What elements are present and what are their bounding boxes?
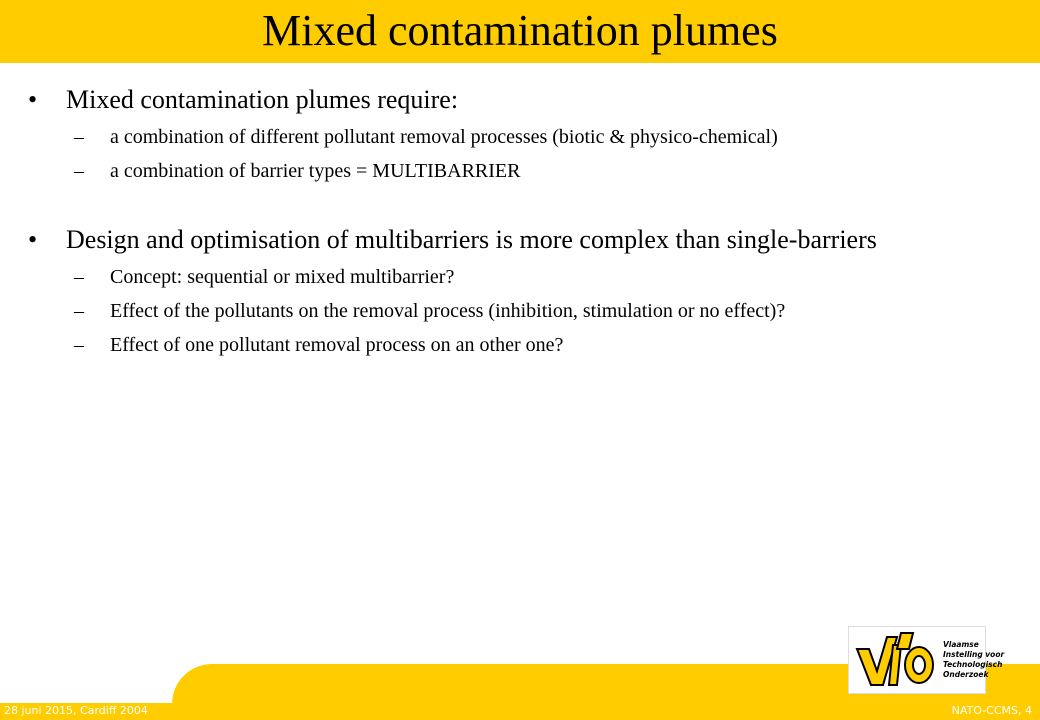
- sub-bullet-item: [28, 298, 1028, 324]
- sub-bullet-text: Concept: sequential or mixed multibarrier?: [110, 266, 455, 288]
- dash-glyph: –: [74, 160, 84, 182]
- footer-page: NATO-CCMS, 4: [951, 704, 1032, 717]
- dash-glyph: –: [74, 334, 84, 356]
- slide-title: Mixed contamination plumes: [262, 6, 778, 55]
- dash-glyph: –: [74, 300, 84, 322]
- sub-bullet-item: [28, 124, 1028, 150]
- bullet-item: [28, 224, 1028, 256]
- dash-glyph: –: [74, 266, 84, 288]
- footer-date: 28 juni 2015, Cardiff 2004: [4, 704, 148, 717]
- footer-bar: [0, 703, 1040, 720]
- bullet-glyph: •: [28, 225, 38, 254]
- bullet-text: Design and optimisation of multibarriers is more complex than single-barriers: [66, 225, 877, 254]
- logo-text-line: Instelling voor: [943, 650, 1005, 659]
- vito-logo-mark: [849, 627, 1005, 693]
- vito-logo: [848, 626, 1005, 694]
- bullet-glyph: •: [28, 85, 38, 114]
- logo-text-line: Onderzoek: [943, 670, 989, 679]
- sub-bullet-text: Effect of one pollutant removal process on an other one?: [110, 334, 564, 356]
- slide-content: [28, 84, 1028, 358]
- logo-text-line: Technologisch: [943, 660, 1003, 669]
- logo-text-line: Vlaamse: [943, 640, 979, 649]
- sub-bullet-text: a combination of different pollutant removal processes (biotic & physico-chemical): [110, 126, 778, 148]
- sub-bullet-item: [28, 264, 1028, 290]
- bullet-item: [28, 84, 1028, 116]
- sub-bullet-text: Effect of the pollutants on the removal process (inhibition, stimulation or no effect)?: [110, 300, 786, 322]
- sub-bullet-item: [28, 332, 1028, 358]
- bullet-text: Mixed contamination plumes require:: [66, 85, 459, 114]
- dash-glyph: –: [74, 126, 84, 148]
- sub-bullet-item: [28, 158, 1028, 184]
- sub-bullet-text: a combination of barrier types = MULTIBARRIER: [110, 160, 521, 182]
